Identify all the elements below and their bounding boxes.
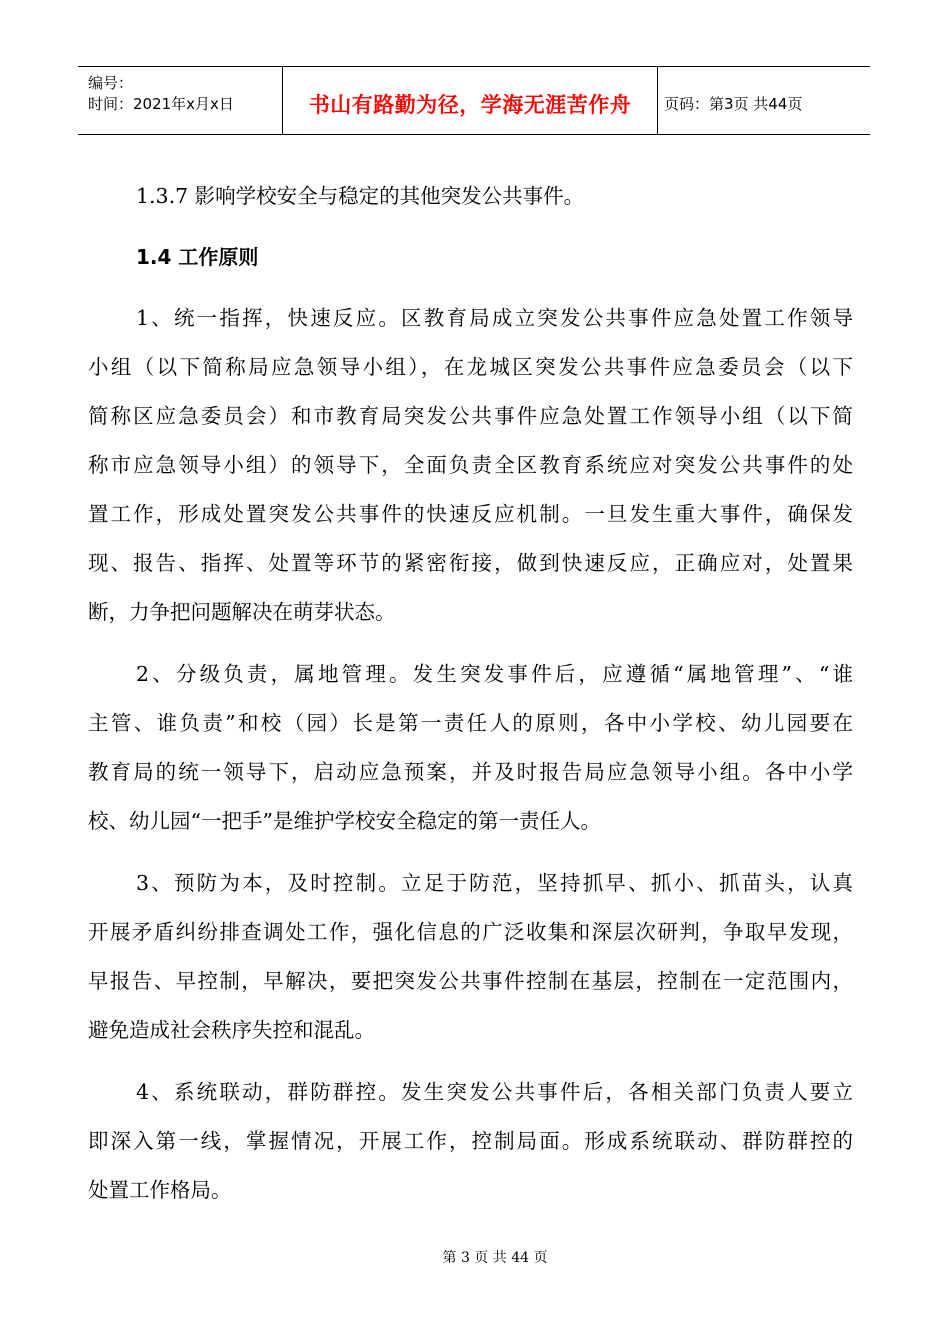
header-page-number: 页码：第3页 共44页 [664, 95, 803, 113]
paragraph-line: 3、预防为本，及时控制。立足于防范，坚持抓早、抓小、抓苗头，认真 [136, 871, 853, 895]
paragraph-line: 4、系统联动，群防群控。发生突发公共事件后，各相关部门负责人要立 [136, 1080, 853, 1104]
paragraph-line: 置工作，形成处置突发公共事件的快速反应机制。一旦发生重大事件，确保发 [88, 502, 853, 526]
paragraph-line: 断，力争把问题解决在萌芽状态。 [88, 600, 396, 624]
section-heading: 1.4 工作原则 [136, 245, 259, 269]
motto-text: 书山有路勤为径，学海无涯苦作舟 [308, 92, 632, 117]
paragraph-line: 开展矛盾纠纷排查调处工作，强化信息的广泛收集和深层次研判，争取早发现， [88, 920, 853, 944]
page-footer: 第 3 页 共 44 页 [442, 1250, 548, 1266]
document-time-label: 时间：2021年x月x日 [88, 95, 234, 113]
document-body [88, 172, 853, 1215]
paragraph-line: 校、幼儿园“一把手”是维护学校安全稳定的第一责任人。 [88, 809, 601, 833]
paragraph-line: 小组（以下简称局应急领导小组），在龙城区突发公共事件应急委员会（以下 [88, 355, 853, 379]
paragraph-line: 处置工作格局。 [88, 1178, 232, 1202]
item-1-3-7: 1.3.7 影响学校安全与稳定的其他突发公共事件。 [136, 184, 585, 208]
header-meta-cell [78, 67, 283, 134]
paragraph-line: 即深入第一线，掌握情况，开展工作，控制局面。形成系统联动、群防群控的 [88, 1129, 853, 1153]
paragraph-line: 称市应急领导小组）的领导下，全面负责全区教育系统应对突发公共事件的处 [88, 453, 853, 477]
header-page-cell [658, 67, 870, 134]
paragraph-line: 现、报告、指挥、处置等环节的紧密衔接，做到快速反应，正确应对，处置果 [88, 551, 853, 575]
paragraph-line: 简称区应急委员会）和市教育局突发公共事件应急处置工作领导小组（以下简 [88, 404, 853, 428]
paragraph-line: 主管、谁负责”和校（园）长是第一责任人的原则，各中小学校、幼儿园要在 [88, 711, 853, 735]
header-motto-cell [283, 67, 658, 134]
paragraph-line: 教育局的统一领导下，启动应急预案，并及时报告局应急领导小组。各中小学 [88, 760, 853, 784]
paragraph-4 [88, 1068, 853, 1215]
paragraph-line: 2、分级负责，属地管理。发生突发事件后，应遵循“属地管理”、“谁 [136, 662, 853, 686]
paragraph-line: 早报告、早控制，早解决，要把突发公共事件控制在基层，控制在一定范围内， [88, 969, 853, 993]
document-header [78, 66, 870, 135]
paragraph-3 [88, 859, 853, 1055]
document-number-label: 编号： [88, 74, 134, 92]
paragraph-line: 避免造成社会秩序失控和混乱。 [88, 1018, 375, 1042]
paragraph-1 [88, 294, 853, 637]
paragraph-line: 1、统一指挥，快速反应。区教育局成立突发公共事件应急处置工作领导 [136, 306, 853, 330]
paragraph-2 [88, 650, 853, 846]
